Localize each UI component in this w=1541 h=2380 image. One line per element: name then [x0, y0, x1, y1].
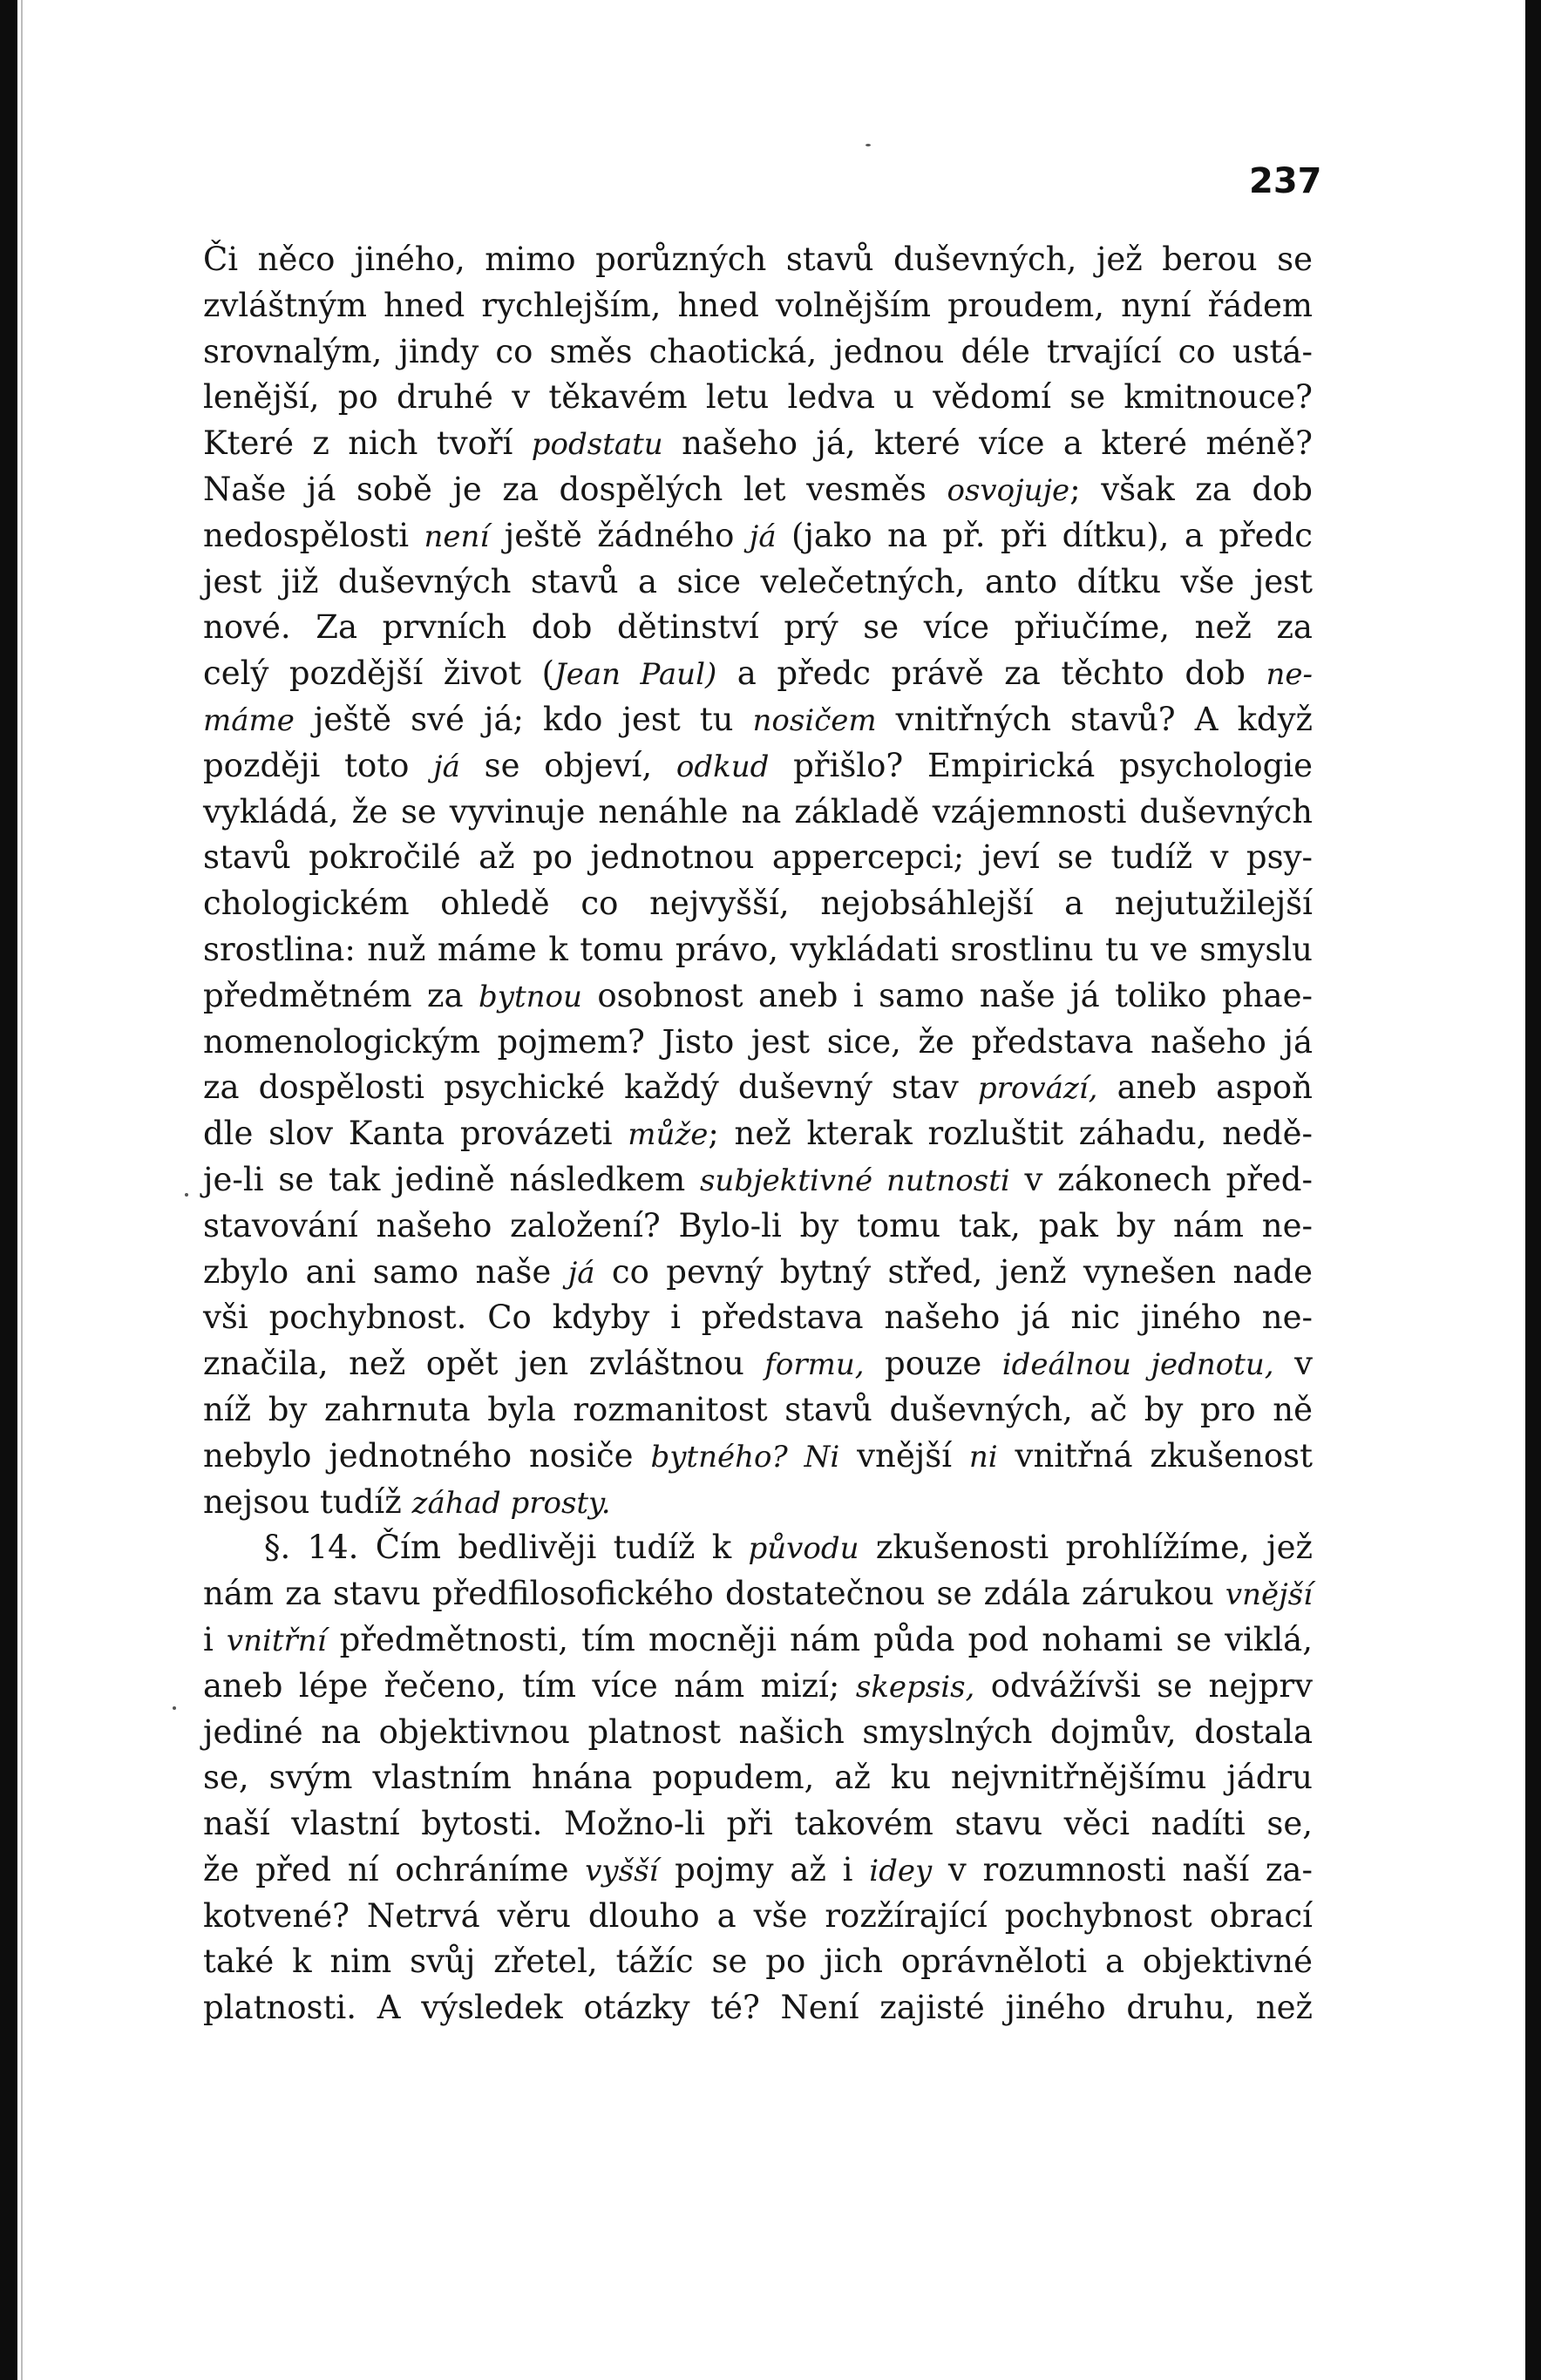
text-segment: ; však za dob [1069, 470, 1313, 508]
text-line [203, 1434, 1313, 1480]
scan-speck [185, 1193, 188, 1197]
text-segment: ještě své já; kdo jest tu [294, 700, 753, 738]
text-segment: vnější [839, 1436, 969, 1475]
text-segment: jediné na objektivnou platnost našich smyslných dojmův, dostala [203, 1712, 1313, 1751]
text-segment: lenější, po druhé v těkavém letu ledva u vědomí se kmitnouce? [203, 378, 1313, 417]
text-line [203, 1755, 1313, 1801]
text-segment: v zákonech před- [1009, 1160, 1313, 1198]
text-line [203, 1525, 1313, 1571]
page-fold-line [21, 0, 23, 2380]
text-segment: nomenologickým pojmem? Jisto jest sice, že představa našeho já [203, 1022, 1313, 1061]
emphasized-text: záhad prosty. [411, 1485, 611, 1521]
text-segment: stavování našeho založení? Bylo-li by tomu tak, pak by nám ne- [203, 1206, 1313, 1244]
text-line [203, 697, 1313, 743]
text-line [203, 1894, 1313, 1940]
text-line [203, 973, 1313, 1020]
text-segment: v rozumnosti naší za- [932, 1850, 1313, 1888]
text-line [203, 651, 1313, 697]
text-line [203, 1985, 1313, 2031]
text-segment: níž by zahrnuta byla rozmanitost stavů duševných, ač by pro ně [203, 1390, 1313, 1428]
text-segment: zkušenosti prohlížíme, jež [859, 1529, 1313, 1567]
text-line [203, 605, 1313, 651]
text-line [203, 513, 1313, 559]
emphasized-text: ideálnou jednotu, [1001, 1347, 1274, 1383]
text-segment: vši pochybnost. Co kdyby i představa našeho já nic jiného ne- [203, 1298, 1313, 1337]
text-segment: nám za stavu předfilosofického dostatečnou se zdála zárukou [203, 1575, 1225, 1613]
emphasized-text: podstatu [531, 427, 663, 463]
text-line [203, 1848, 1313, 1894]
emphasized-text: vyšší [585, 1853, 659, 1888]
text-segment: nedospělosti [203, 516, 424, 554]
emphasized-text: osvojuje [947, 472, 1070, 508]
text-segment: platnosti. A výsledek otázky té? Není zajisté jiného druhu, než [203, 1989, 1313, 2027]
text-segment: aneb lépe řečeno, tím více nám mizí; [203, 1666, 856, 1705]
emphasized-text: bytného? Ni [650, 1439, 840, 1475]
text-segment: přišlo? Empirická psychologie [769, 746, 1314, 784]
emphasized-text: ni [968, 1439, 998, 1475]
text-line [203, 467, 1313, 513]
emphasized-text: ne- [1266, 657, 1313, 693]
text-line [203, 1387, 1313, 1434]
text-segment: srovnalým, jindy co směs chaotická, jednou déle trvající co ustá- [203, 332, 1313, 370]
text-line [203, 1664, 1313, 1710]
text-segment: vnitřných stavů? A když [876, 700, 1313, 738]
emphasized-text: já [749, 519, 777, 554]
text-segment: je-li se tak jedině následkem [203, 1160, 700, 1198]
emphasized-text: já [567, 1255, 595, 1291]
text-segment: jest již duševných stavů a sice velečetných, anto dítku vše jest [203, 562, 1313, 600]
text-line [203, 559, 1313, 606]
text-segment: ještě žádného [489, 516, 750, 554]
text-line [203, 1571, 1313, 1617]
text-segment: srostlina: nuž máme k tomu právo, vykládati srostlinu tu ve smyslu [203, 930, 1313, 968]
text-segment: (jako na př. při dítku), a předc [776, 516, 1313, 554]
emphasized-text: bytnou [479, 979, 582, 1014]
text-line [203, 1710, 1313, 1756]
text-line [203, 283, 1313, 329]
text-line [203, 1939, 1313, 1985]
text-segment: předmětnosti, tím mocněji nám půda pod nohami se viklá, [326, 1620, 1313, 1658]
text-segment: zvláštným hned rychlejším, hned volnějším proudem, nyní řádem [203, 286, 1313, 324]
text-segment: kotvené? Netrvá věru dlouho a vše rozžírající pochybnost obrací [203, 1896, 1313, 1935]
text-segment: značila, než opět jen zvláštnou [203, 1345, 765, 1383]
text-segment: se objeví, [459, 746, 676, 784]
text-line [203, 421, 1313, 467]
emphasized-text: máme [203, 702, 295, 738]
text-segment: osobnost aneb i samo naše já toliko phae- [581, 976, 1313, 1014]
text-segment: ; než kterak rozluštit záhadu, nedě- [708, 1115, 1313, 1153]
text-segment: stavů pokročilé až po jednotnou appercepci; jeví se tudíž v psy- [203, 838, 1313, 877]
emphasized-text: Jean Paul) [554, 657, 717, 693]
emphasized-text: formu, [764, 1347, 865, 1383]
emphasized-text: idey [869, 1853, 933, 1888]
text-segment: Které z nich tvoří [203, 424, 532, 463]
text-segment: za dospělosti psychické každý duševný stav [203, 1068, 978, 1107]
text-line [203, 881, 1313, 927]
emphasized-text: subjektivné nutnosti [699, 1163, 1010, 1198]
text-line [203, 1157, 1313, 1204]
text-segment: našeho já, které více a které méně? [662, 424, 1314, 463]
emphasized-text: já [433, 749, 460, 784]
text-segment: nové. Za prvních dob dětinství prý se více přiučíme, než za [203, 608, 1313, 647]
text-segment: vykládá, že se vyvinuje nenáhle na základě vzájemnosti duševných [203, 792, 1313, 831]
emphasized-text: vnitřní [226, 1623, 327, 1658]
text-segment: také k nim svůj zřetel, tážíc se po jich oprávněloti a objektivné [203, 1943, 1313, 1981]
body-text [203, 237, 1313, 2031]
text-segment: chologickém ohledě co nejvyšší, nejobsáhlejší a nejutužilejší [203, 885, 1313, 923]
text-segment: zbylo ani samo naše [203, 1252, 568, 1291]
text-line [203, 743, 1313, 790]
emphasized-text: může [628, 1117, 709, 1153]
emphasized-text: nosičem [752, 702, 877, 738]
text-segment: později toto [203, 746, 434, 784]
emphasized-text: odkud [675, 749, 770, 784]
text-segment: pouze [864, 1345, 1002, 1383]
left-scan-edge [0, 0, 17, 2380]
text-segment: celý pozdější život ( [203, 654, 555, 693]
text-line [203, 1801, 1313, 1848]
text-line [203, 835, 1313, 881]
text-line [203, 1341, 1313, 1387]
text-line [203, 1111, 1313, 1157]
text-line [203, 1204, 1313, 1250]
right-scan-edge [1525, 0, 1541, 2380]
text-segment: Naše já sobě je za dospělých let vesměs [203, 470, 947, 508]
text-segment: předmětném za [203, 976, 479, 1014]
text-segment: vnitřná zkušenost [997, 1436, 1314, 1475]
emphasized-text: vnější [1225, 1577, 1313, 1613]
text-segment: dle slov Kanta provázeti [203, 1115, 628, 1153]
text-line [203, 927, 1313, 973]
text-line [203, 375, 1313, 421]
emphasized-text: provází, [977, 1071, 1098, 1107]
text-segment: v [1273, 1345, 1314, 1383]
text-segment: Či něco jiného, mimo porůzných stavů duševných, jež berou se [203, 241, 1313, 278]
scan-speck [173, 1706, 176, 1710]
emphasized-text: skepsis, [855, 1669, 975, 1705]
text-segment: i [203, 1620, 227, 1658]
text-segment: §. 14. Čím bedlivěji tudíž k [264, 1529, 749, 1567]
text-line [203, 1020, 1313, 1066]
text-line [203, 1065, 1313, 1111]
text-segment: odvážívši se nejprv [974, 1666, 1313, 1705]
page-number: 237 [1249, 161, 1322, 201]
scan-speck [866, 144, 871, 146]
text-segment: naší vlastní bytosti. Možno-li při takovém stavu věci nadíti se, [203, 1805, 1313, 1843]
text-line [203, 1617, 1313, 1664]
text-segment: nejsou tudíž [203, 1482, 412, 1521]
text-segment: že před ní ochráníme [203, 1850, 586, 1888]
text-segment: pojmy až i [658, 1850, 870, 1888]
text-segment: a předc právě za těchto dob [716, 654, 1266, 693]
text-line [203, 237, 1313, 283]
text-line [203, 329, 1313, 376]
text-segment: nebylo jednotného nosiče [203, 1436, 651, 1475]
text-segment: co pevný bytný střed, jenž vynešen nade [594, 1252, 1314, 1291]
text-line [203, 1295, 1313, 1341]
text-segment: se, svým vlastním hnána popudem, až ku nejvnitřnějšímu jádru [203, 1759, 1313, 1797]
text-segment: aneb aspoň [1097, 1068, 1313, 1107]
text-line [203, 1250, 1313, 1296]
emphasized-text: není [424, 519, 490, 554]
text-line [203, 790, 1313, 836]
emphasized-text: původu [748, 1531, 859, 1567]
text-line [203, 1480, 1313, 1526]
